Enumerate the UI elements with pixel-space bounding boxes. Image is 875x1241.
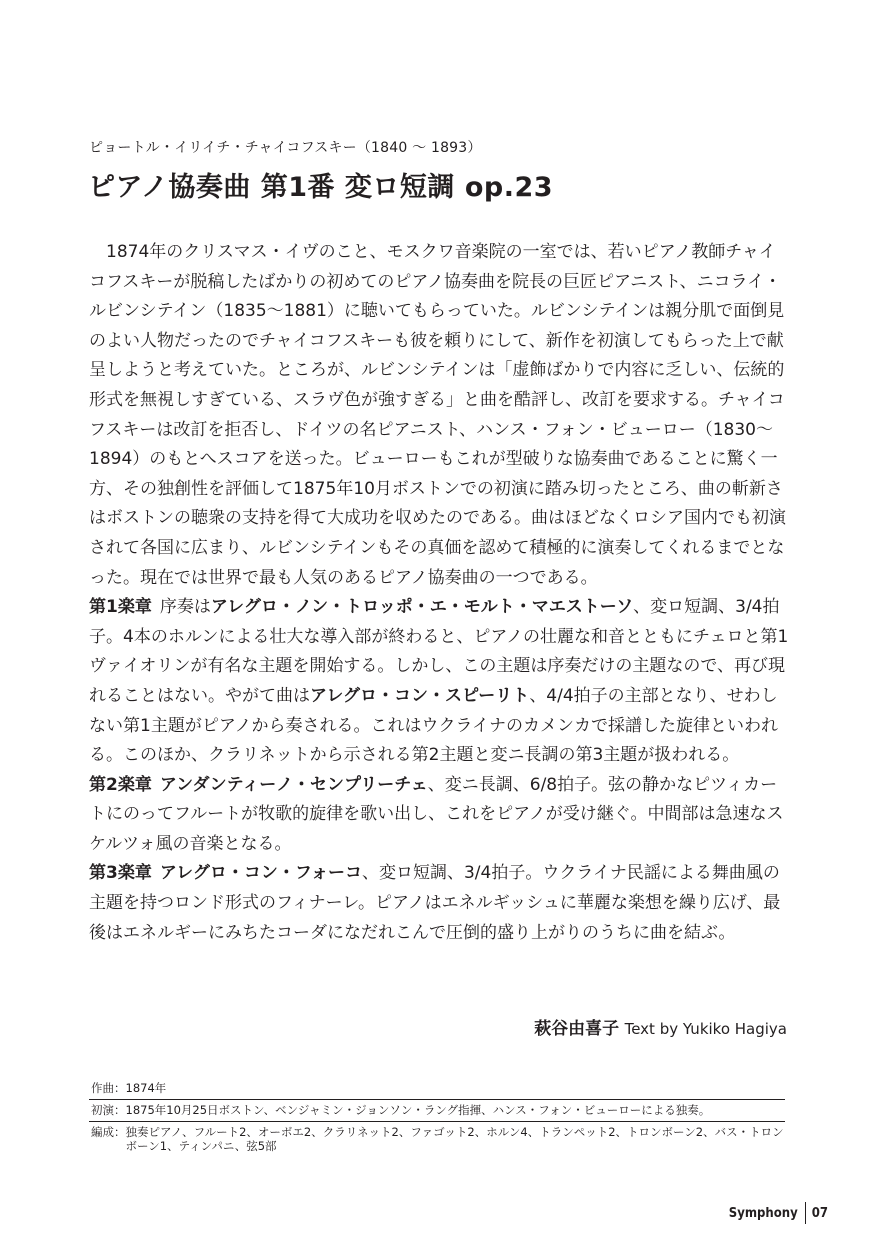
movement-2-paragraph xyxy=(89,771,789,860)
movement-1-tempo-2: アレグロ・コン・スピーリト xyxy=(310,685,530,706)
movement-3-text: 、変ロ短調、3/4拍子。ウクライナ民謡による舞曲風の主題を持つロンド形式のフィナーレ。ピアノはエネルギッシュに華麗な楽想を繰り広げ、最後はエネルギーにみちたコーダになだれこんで圧倒的盛り上がりのうちに曲を結ぶ。 xyxy=(89,863,781,943)
author-credit xyxy=(534,1014,787,1039)
movement-3-paragraph xyxy=(89,859,789,948)
info-label: 初演： xyxy=(91,1103,126,1117)
info-premiere xyxy=(89,1099,785,1121)
movement-3-tempo: アレグロ・コン・フォーコ xyxy=(159,863,362,884)
movement-3-heading: 第3楽章 xyxy=(89,863,152,884)
page-footer xyxy=(729,1201,828,1225)
movement-1-paragraph xyxy=(89,593,789,771)
movement-1-tempo: アレグロ・ノン・トロッポ・エ・モルト・マエストーソ xyxy=(210,597,634,618)
footer-divider xyxy=(805,1202,806,1224)
page-number: 07 xyxy=(811,1205,828,1221)
info-label: 作曲： xyxy=(91,1081,126,1095)
info-value: 独奏ピアノ、フルート2、オーボエ2、クラリネット2、ファゴット2、ホルン4、トランペット2、トロンボーン2、バス・トロンボーン1、ティンパニ、弦5部 xyxy=(125,1125,784,1153)
movement-1-text-2: 、4/4拍子の主部となり、せわしない第1主題がピアノから奏される。これはウクライナのカメンカで採譜した旋律といわれる。このほか、クラリネットから示される第2主題と変ニ長調の第3主題が扱われる。 xyxy=(89,685,778,766)
page-title: ピアノ協奏曲 第1番 変ロ短調 op.23 xyxy=(88,172,554,203)
author-name: 萩谷由喜子 xyxy=(534,1019,620,1039)
info-value: 1875年10月25日ボストン、ベンジャミン・ジョンソン・ラング指揮、ハンス・フォン・ビューローによる独奏。 xyxy=(125,1103,711,1117)
movement-1-text: 、変ロ短調、3/4拍子。4本のホルンによる壮大な導入部が終わると、ピアノの壮麗な和音とともにチェロと第1ヴァイオリンが有名な主題を開始する。しかし、この主題は序奏だけの主題なので、再び現れることはない。やがて曲は xyxy=(89,597,789,706)
info-composed xyxy=(89,1078,785,1099)
footer-brand: Symphony xyxy=(728,1205,798,1221)
info-instrumentation xyxy=(89,1121,785,1157)
intro-paragraph: 1874年のクリスマス・イヴのこと、モスクワ音楽院の一室では、若いピアノ教師チャイコフスキーが脱稿したばかりの初めてのピアノ協奏曲を院長の巨匠ピアニスト、ニコライ・ルビンシテイン（1835～1881）に聴いてもらっていた。ルビンシテインは親分肌で面倒見のよい人物だったのでチャイコフスキーも彼を頼りにして、新作を初演してもらった上で献呈しようと考えていた。ところが、ルビンシテインは「虚飾ばかりで内容に乏しい、伝統的形式を無視しすぎている、スラヴ色が強すぎる」と曲を酷評し、改訂を要求する。チャイコフスキーは改訂を拒否し、ドイツの名ピアニスト、ハンス・フォン・ビューロー（1830～1894）のもとへスコアを送った。ビューローもこれが型破りな協奏曲であることに驚く一方、その独創性を評価して1875年10月ボストンでの初演に踏み切ったところ、曲の斬新さはボストンの聴衆の支持を得て大成功を収めたのである。曲はほどなくロシア国内でも初演されて各国に広まり、ルビンシテインもその真価を認めて積極的に演奏してくれるまでとなった。現在では世界で最も人気のあるピアノ協奏曲の一つである。 xyxy=(89,242,786,588)
movement-2-tempo: アンダンティーノ・センプリーチェ xyxy=(159,774,428,795)
article-body xyxy=(89,238,789,948)
author-name-en: Text by Yukiko Hagiya xyxy=(624,1020,787,1038)
movement-1-heading: 第1楽章 xyxy=(89,597,152,618)
info-label: 編成： xyxy=(91,1125,126,1139)
composer-line: ピョートル・イリイチ・チャイコフスキー（1840 ～ 1893） xyxy=(89,140,482,156)
movement-2-text: 、変ニ長調、6/8拍子。弦の静かなピツィカートにのってフルートが牧歌的旋律を歌い出し、これをピアノが受け継ぐ。中間部は急速なスケルツォ風の音楽となる。 xyxy=(89,774,784,854)
movement-1-pre: 序奏は xyxy=(159,597,211,618)
movement-2-heading: 第2楽章 xyxy=(89,774,152,795)
work-info xyxy=(89,1078,785,1157)
info-value: 1874年 xyxy=(125,1081,167,1095)
